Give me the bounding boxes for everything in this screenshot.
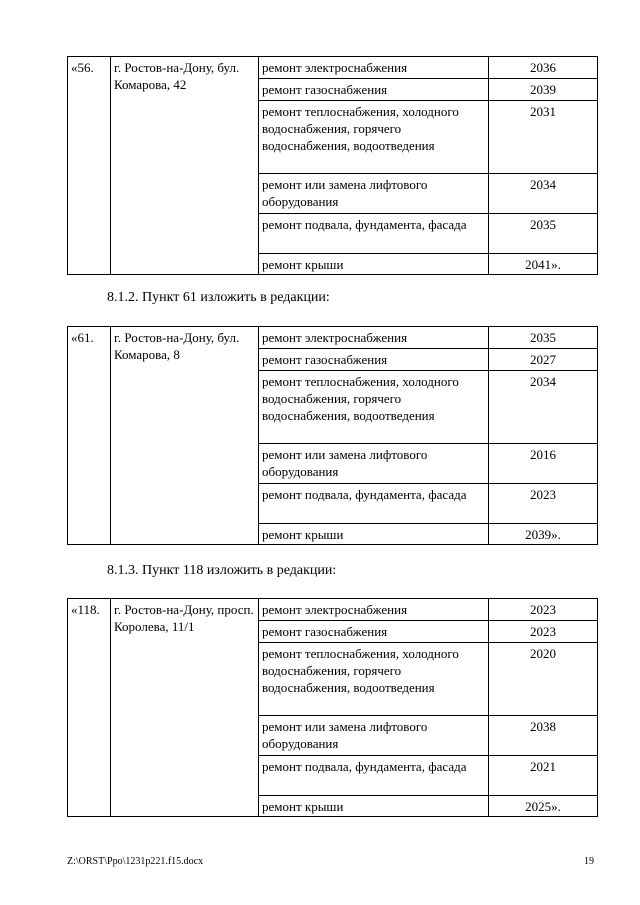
work-type: ремонт подвала, фундамента, фасада — [259, 214, 489, 254]
amendment-paragraph: 8.1.2. Пункт 61 изложить в редакции: — [107, 290, 330, 305]
work-type: ремонт подвала, фундамента, фасада — [259, 756, 489, 796]
work-type: ремонт или замена лифтового оборудования — [259, 444, 489, 484]
work-type: ремонт крыши — [259, 254, 489, 275]
footer-file-path: Z:\ORST\Ppo\1231p221.f15.docx — [67, 856, 204, 867]
work-type: ремонт или замена лифтового оборудования — [259, 174, 489, 214]
work-type: ремонт или замена лифтового оборудования — [259, 716, 489, 756]
work-type: ремонт газоснабжения — [259, 79, 489, 101]
work-type: ремонт газоснабжения — [259, 621, 489, 643]
item-address: г. Ростов-на-Дону, бул. Комарова, 42 — [111, 57, 259, 275]
work-year: 2023 — [489, 599, 598, 621]
work-year: 2039 — [489, 79, 598, 101]
work-type: ремонт подвала, фундамента, фасада — [259, 484, 489, 524]
work-year: 2025». — [489, 796, 598, 817]
work-type: ремонт теплоснабжения, холодного водоснабжения, горячего водоснабжения, водоотведения — [259, 101, 489, 174]
work-type: ремонт теплоснабжения, холодного водоснабжения, горячего водоснабжения, водоотведения — [259, 371, 489, 444]
work-year: 2023 — [489, 484, 598, 524]
work-year: 2035 — [489, 214, 598, 254]
table-item-56 — [67, 56, 598, 275]
footer-page-number: 19 — [584, 856, 594, 867]
amendment-paragraph: 8.1.3. Пункт 118 изложить в редакции: — [107, 563, 337, 578]
work-year: 2023 — [489, 621, 598, 643]
work-year: 2034 — [489, 371, 598, 444]
work-year: 2020 — [489, 643, 598, 716]
work-type: ремонт крыши — [259, 796, 489, 817]
work-year: 2016 — [489, 444, 598, 484]
work-type: ремонт теплоснабжения, холодного водоснабжения, горячего водоснабжения, водоотведения — [259, 643, 489, 716]
work-type: ремонт газоснабжения — [259, 349, 489, 371]
work-year: 2021 — [489, 756, 598, 796]
work-year: 2041». — [489, 254, 598, 275]
item-address: г. Ростов-на-Дону, просп. Королева, 11/1 — [111, 599, 259, 817]
work-year: 2036 — [489, 57, 598, 79]
item-number: «118. — [68, 599, 111, 817]
work-type: ремонт электроснабжения — [259, 57, 489, 79]
table-item-118 — [67, 598, 598, 817]
work-year: 2031 — [489, 101, 598, 174]
item-number: «56. — [68, 57, 111, 275]
work-year: 2035 — [489, 327, 598, 349]
work-year: 2034 — [489, 174, 598, 214]
work-year: 2038 — [489, 716, 598, 756]
work-type: ремонт крыши — [259, 524, 489, 545]
work-type: ремонт электроснабжения — [259, 599, 489, 621]
work-year: 2027 — [489, 349, 598, 371]
item-number: «61. — [68, 327, 111, 545]
work-year: 2039». — [489, 524, 598, 545]
item-address: г. Ростов-на-Дону, бул. Комарова, 8 — [111, 327, 259, 545]
work-type: ремонт электроснабжения — [259, 327, 489, 349]
table-item-61 — [67, 326, 598, 545]
